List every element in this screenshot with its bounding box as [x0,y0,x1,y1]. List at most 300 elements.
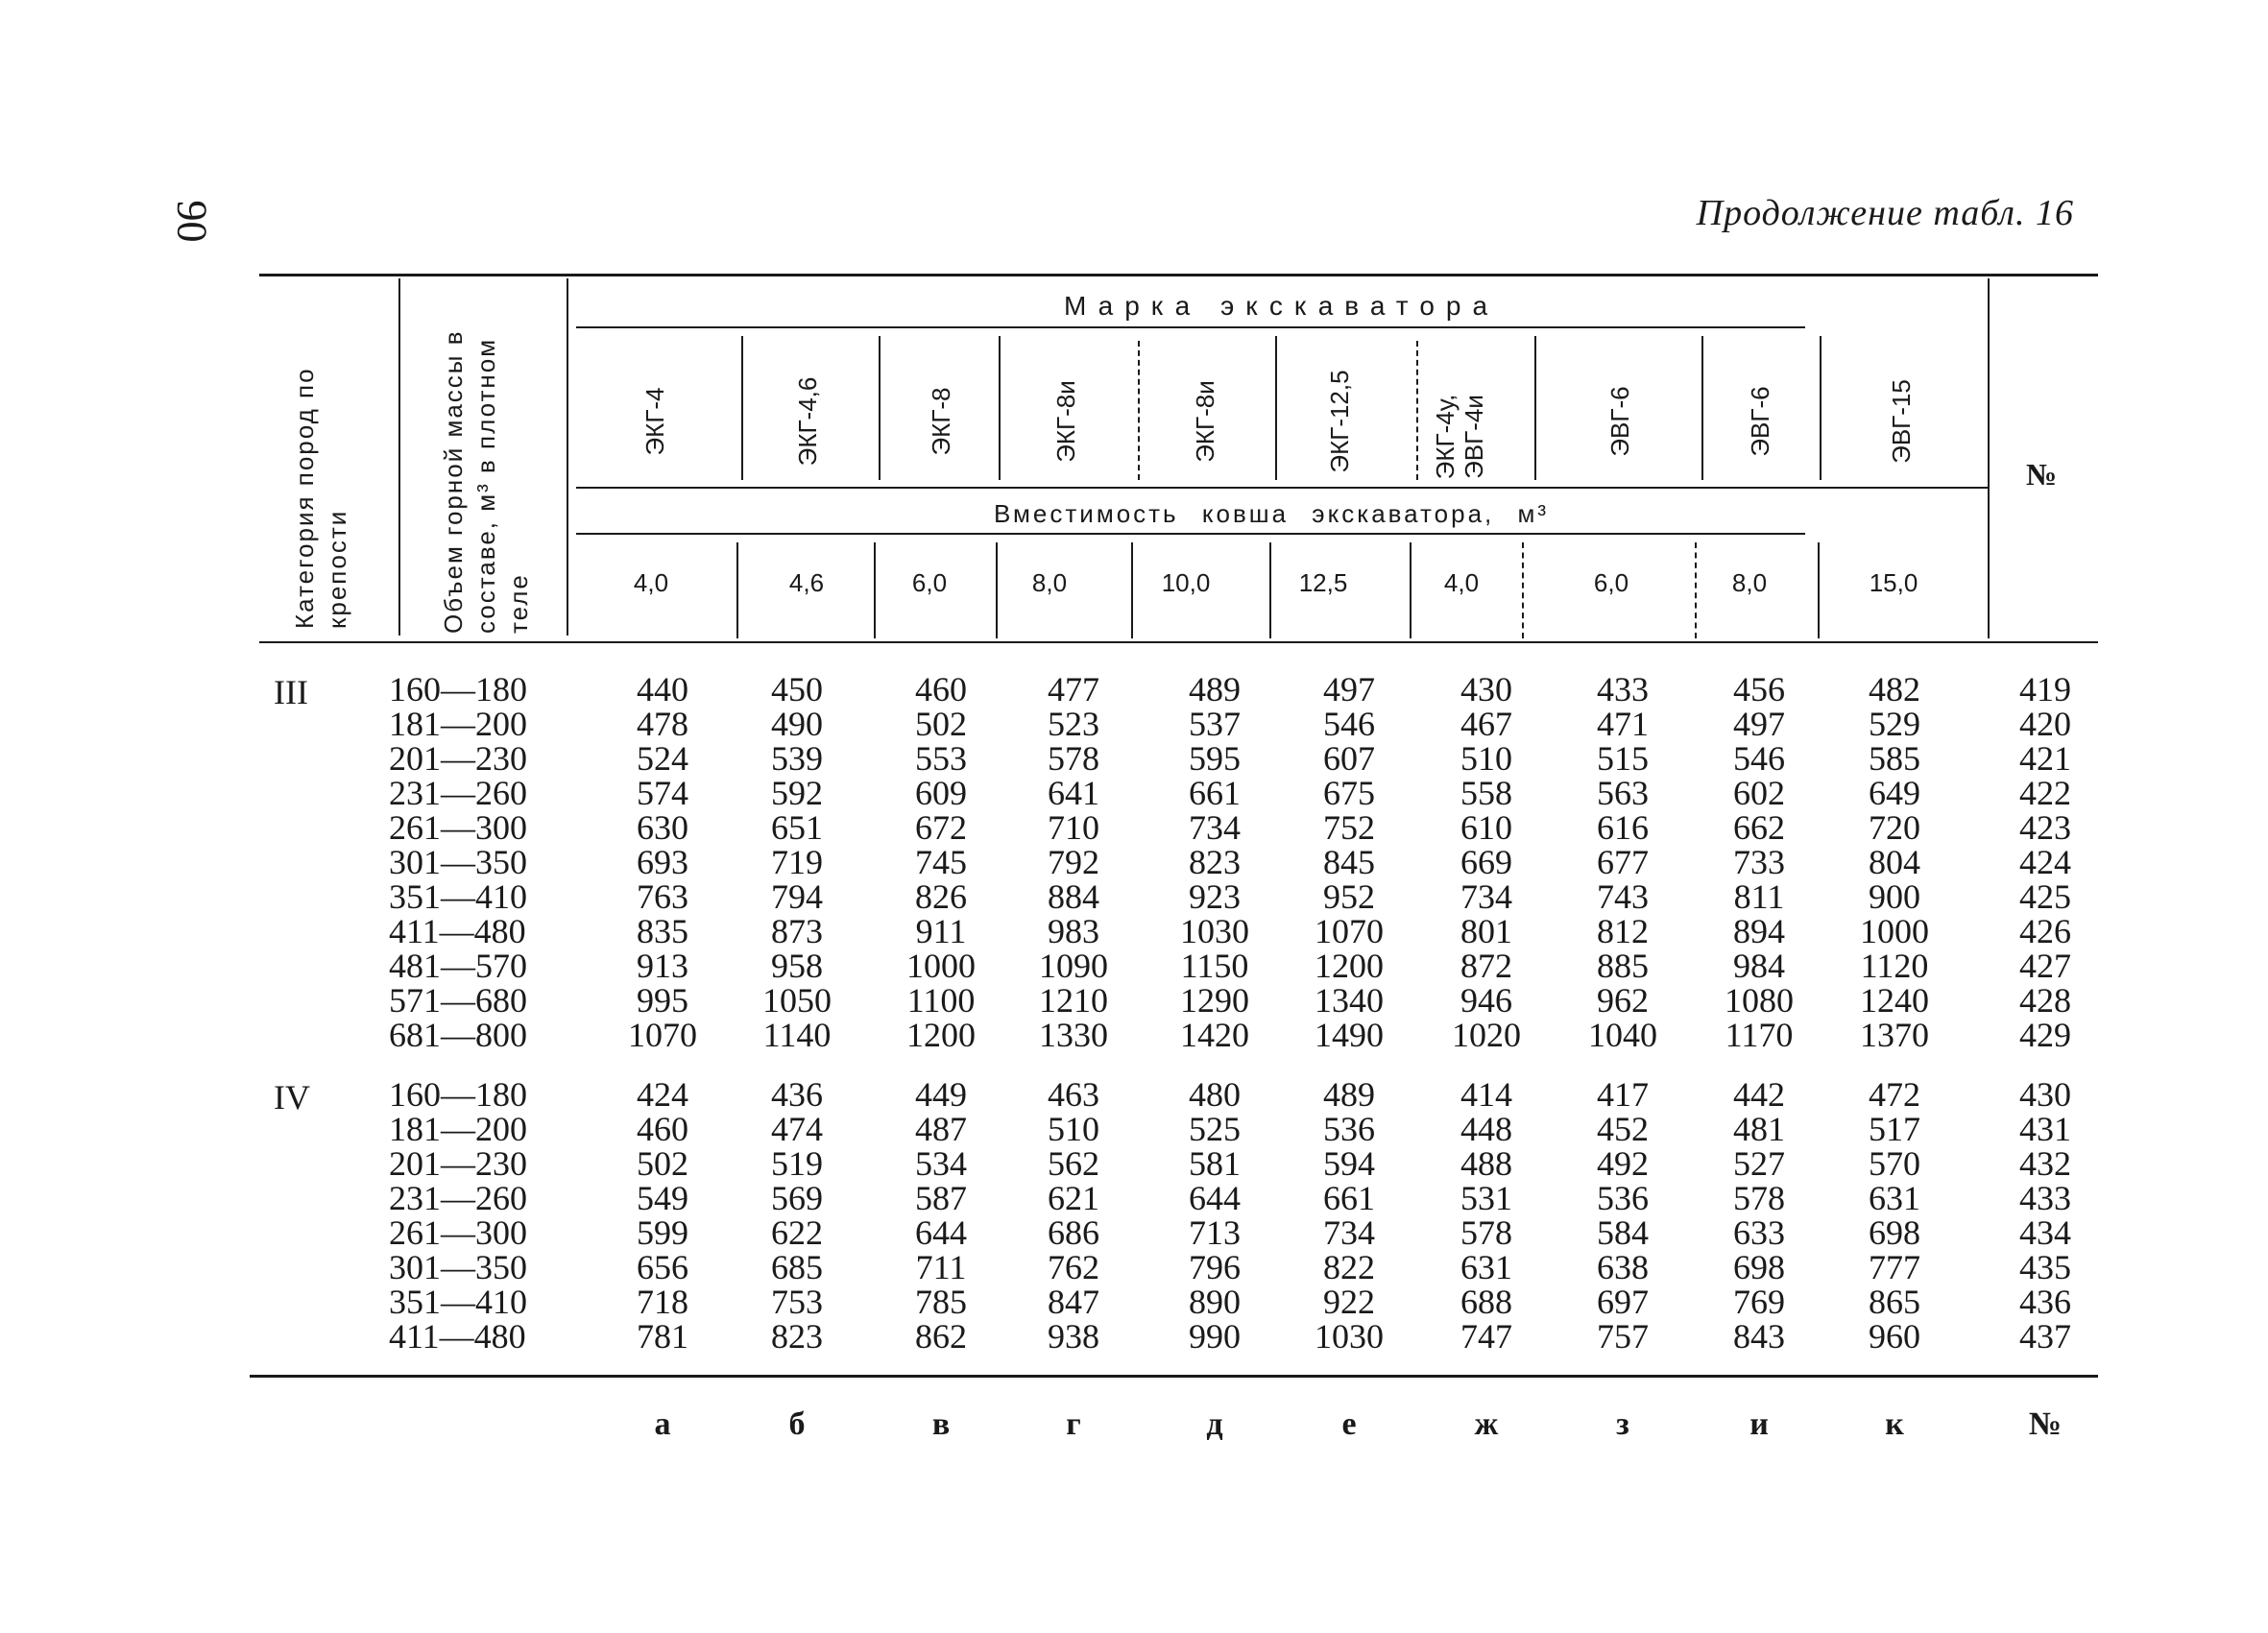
row-number: 430 [2019,1075,2071,1114]
table-cell: 698 [1869,1213,1920,1252]
row-number: 420 [2019,705,2071,743]
table-cell: 794 [771,877,823,916]
brand-label: ЭКГ-4 [640,387,669,456]
brand-label: ЭКГ-8и [1191,380,1219,463]
value-column [605,672,720,1052]
category-label: IV [274,1078,310,1117]
brand-divider [1820,336,1822,480]
brand-title: Марка экскаватора [1064,291,1500,321]
table-cell: 661 [1323,1179,1375,1217]
table-cell: 489 [1189,670,1241,708]
table-cell: 488 [1460,1144,1512,1183]
brand-divider [1138,341,1140,480]
table-cell: 781 [637,1317,688,1356]
volume-range: 201—230 [389,1144,527,1183]
table-cell: 440 [637,670,688,708]
column-letter: и [1749,1406,1769,1442]
value-column [1291,1077,1407,1354]
value-column [1429,672,1544,1052]
table-cell: 1170 [1725,1016,1794,1054]
column-letter: в [931,1406,951,1442]
table-cell: 894 [1733,912,1785,950]
brand-divider [999,336,1001,480]
table-cell: 872 [1460,947,1512,985]
table-cell: 1200 [906,1016,976,1054]
table-cell: 801 [1460,912,1512,950]
table-cell: 536 [1323,1110,1375,1148]
table-cell: 946 [1460,981,1512,1020]
row-number: 432 [2019,1144,2071,1183]
page-number: 90 [168,200,216,243]
value-column [1291,672,1407,1052]
category-label: III [274,673,308,711]
table-cell: 873 [771,912,823,950]
number-header: № [2026,457,2058,492]
volume-range: 681—800 [389,1016,527,1054]
table-cell: 826 [915,877,967,916]
table-cell: 433 [1597,670,1649,708]
volume-range: 571—680 [389,981,527,1020]
volume-range: 301—350 [389,843,527,881]
row-number: 425 [2019,877,2071,916]
row-number: 435 [2019,1248,2071,1286]
table-cell: 527 [1733,1144,1785,1183]
table-cell: 592 [771,774,823,812]
table-cell: 638 [1597,1248,1649,1286]
table-cell: 734 [1189,808,1241,847]
volume-range: 481—570 [389,947,527,985]
table-cell: 822 [1323,1248,1375,1286]
table-cell: 958 [771,947,823,985]
column-letter: д [1206,1406,1223,1442]
table-cell: 697 [1597,1283,1649,1321]
table-cell: 675 [1323,774,1375,812]
column-letter: № [2028,1406,2063,1442]
brand-divider [1701,336,1703,480]
table-cell: 823 [771,1317,823,1356]
table-cell: 489 [1323,1075,1375,1114]
table-cell: 574 [637,774,688,812]
table-cell: 490 [771,705,823,743]
table-cell: 747 [1460,1317,1512,1356]
table-cell: 537 [1189,705,1241,743]
table-cell: 610 [1460,808,1512,847]
number-column [1988,672,2103,1052]
table-cell: 492 [1597,1144,1649,1183]
capacity-value: 8,0 [1031,568,1068,597]
column-letter: а [654,1406,671,1442]
volume-range: 181—200 [389,1110,527,1148]
table-cell: 482 [1869,670,1920,708]
table-cell: 1420 [1180,1016,1249,1054]
table-cell: 913 [637,947,688,985]
header-bottom-rule [259,641,2098,643]
table-cell: 616 [1597,808,1649,847]
brand-label: ЭКГ-4,6 [793,376,822,467]
table-cell: 452 [1597,1110,1649,1148]
value-column [883,672,999,1052]
brand-label: ЭКГ-8и [1051,380,1080,463]
table-cell: 656 [637,1248,688,1286]
table-cell: 519 [771,1144,823,1183]
table-cell: 672 [915,808,967,847]
table-cell: 1240 [1860,981,1929,1020]
table-cell: 1000 [1860,912,1929,950]
table-cell: 587 [915,1179,967,1217]
row-number: 424 [2019,843,2071,881]
capacity-value: 8,0 [1731,568,1768,597]
number-column [1988,1077,2103,1354]
table-cell: 578 [1733,1179,1785,1217]
value-column [1016,672,1131,1052]
value-column [1157,1077,1272,1354]
column-letter: г [1066,1406,1081,1442]
table-cell: 1040 [1588,1016,1657,1054]
table-cell: 633 [1733,1213,1785,1252]
capacity-divider [1522,542,1524,638]
table-cell: 847 [1048,1283,1099,1321]
category-divider [398,278,400,636]
column-letter: е [1341,1406,1357,1442]
table-cell: 621 [1048,1179,1099,1217]
table-cell: 812 [1597,912,1649,950]
table-cell: 785 [915,1283,967,1321]
table-cell: 510 [1460,739,1512,778]
value-column [739,1077,855,1354]
table-cell: 1030 [1315,1317,1384,1356]
capacity-value: 6,0 [911,568,948,597]
brand-label: ЭВГ-6 [1746,386,1774,457]
capacity-lower-rule [576,533,1805,535]
value-column [1837,672,1952,1052]
table-cell: 1030 [1180,912,1249,950]
table-cell: 525 [1189,1110,1241,1148]
table-cell: 890 [1189,1283,1241,1321]
table-cell: 777 [1869,1248,1920,1286]
table-cell: 546 [1733,739,1785,778]
table-cell: 594 [1323,1144,1375,1183]
table-cell: 449 [915,1075,967,1114]
brand-label: ЭКГ-8 [927,387,955,456]
table-cell: 753 [771,1283,823,1321]
value-column [1701,672,1817,1052]
table-cell: 698 [1733,1248,1785,1286]
volume-range: 411—480 [389,912,526,950]
table-cell: 1080 [1725,981,1794,1020]
row-number: 426 [2019,912,2071,950]
table-cell: 713 [1189,1213,1241,1252]
brand-divider [741,336,743,480]
table-cell: 536 [1597,1179,1649,1217]
number-divider [1988,278,1990,638]
table-cell: 463 [1048,1075,1099,1114]
table-cell: 472 [1869,1075,1920,1114]
table-cell: 922 [1323,1283,1375,1321]
table-cell: 762 [1048,1248,1099,1286]
column-letter: з [1616,1406,1629,1442]
table-cell: 1100 [906,981,976,1020]
table-cell: 743 [1597,877,1649,916]
column-letter: ж [1474,1406,1499,1442]
table-cell: 796 [1189,1248,1241,1286]
table-cell: 553 [915,739,967,778]
volume-divider [567,278,568,636]
table-cell: 763 [637,877,688,916]
table-cell: 952 [1323,877,1375,916]
table-cell: 911 [915,912,967,950]
table-cell: 414 [1460,1075,1512,1114]
value-column [883,1077,999,1354]
capacity-value: 6,0 [1593,568,1629,597]
value-column [1565,672,1680,1052]
table-cell: 1090 [1039,947,1108,985]
table-cell: 563 [1597,774,1649,812]
volume-range-column [389,672,543,1052]
capacity-divider [736,542,738,638]
table-cell: 719 [771,843,823,881]
table-cell: 1140 [762,1016,832,1054]
table-cell: 769 [1733,1283,1785,1321]
table-cell: 474 [771,1110,823,1148]
value-column [1701,1077,1817,1354]
table-cell: 630 [637,808,688,847]
table-cell: 718 [637,1283,688,1321]
table-cell: 644 [1189,1179,1241,1217]
capacity-value: 15,0 [1869,568,1918,597]
table-cell: 862 [915,1317,967,1356]
table-cell: 558 [1460,774,1512,812]
header-volume: Объем горной массы в составе, м³ в плотном теле [439,329,533,634]
table-cell: 510 [1048,1110,1099,1148]
table-cell: 460 [637,1110,688,1148]
table-cell: 710 [1048,808,1099,847]
volume-range: 261—300 [389,1213,527,1252]
table-cell: 641 [1048,774,1099,812]
table-cell: 662 [1733,808,1785,847]
table-cell: 686 [1048,1213,1099,1252]
table-cell: 497 [1323,670,1375,708]
table-cell: 1070 [628,1016,697,1054]
row-number: 434 [2019,1213,2071,1252]
volume-range: 201—230 [389,739,527,778]
table-cell: 569 [771,1179,823,1217]
row-number: 433 [2019,1179,2071,1217]
table-cell: 549 [637,1179,688,1217]
table-cell: 607 [1323,739,1375,778]
row-number: 422 [2019,774,2071,812]
capacity-value: 12,5 [1298,568,1348,597]
value-column [1837,1077,1952,1354]
table-cell: 581 [1189,1144,1241,1183]
table-cell: 460 [915,670,967,708]
table-cell: 1290 [1180,981,1249,1020]
table-cell: 823 [1189,843,1241,881]
brand-divider [879,336,881,480]
table-cell: 497 [1733,705,1785,743]
table-cell: 481 [1733,1110,1785,1148]
table-cell: 570 [1869,1144,1920,1183]
brand-divider [1275,336,1277,480]
table-cell: 983 [1048,912,1099,950]
table-cell: 534 [915,1144,967,1183]
table-cell: 644 [915,1213,967,1252]
brand-label: ЭКГ-4у, ЭВГ-4и [1431,394,1488,480]
row-number: 429 [2019,1016,2071,1054]
table-cell: 734 [1460,877,1512,916]
table-cell: 885 [1597,947,1649,985]
table-cell: 539 [771,739,823,778]
volume-range: 411—480 [389,1317,526,1356]
row-number: 421 [2019,739,2071,778]
table-cell: 884 [1048,877,1099,916]
value-column [1157,672,1272,1052]
table-cell: 1210 [1039,981,1108,1020]
table-cell: 609 [915,774,967,812]
row-number: 423 [2019,808,2071,847]
table-cell: 515 [1597,739,1649,778]
table-cell: 733 [1733,843,1785,881]
table-cell: 529 [1869,705,1920,743]
table-cell: 651 [771,808,823,847]
continuation-title: Продолжение табл. 16 [1696,193,2074,233]
table-cell: 502 [915,705,967,743]
table-cell: 649 [1869,774,1920,812]
value-column [1565,1077,1680,1354]
table-cell: 757 [1597,1317,1649,1356]
volume-range: 231—260 [389,774,527,812]
table-cell: 578 [1460,1213,1512,1252]
volume-range: 181—200 [389,705,527,743]
capacity-value: 4,0 [633,568,669,597]
table-cell: 599 [637,1213,688,1252]
table-cell: 984 [1733,947,1785,985]
table-cell: 865 [1869,1283,1920,1321]
volume-range: 160—180 [389,670,527,708]
table-cell: 811 [1733,877,1785,916]
table-top-rule [259,274,2098,276]
brand-label: ЭВГ-15 [1887,379,1916,464]
table-cell: 487 [915,1110,967,1148]
table-cell: 622 [771,1213,823,1252]
header-category: Категория пород по крепости [290,367,351,629]
table-cell: 1200 [1315,947,1384,985]
brand-label: ЭВГ-6 [1605,386,1634,457]
value-column [605,1077,720,1354]
table-cell: 546 [1323,705,1375,743]
row-number: 428 [2019,981,2071,1020]
column-letter: к [1885,1406,1904,1442]
table-cell: 1000 [906,947,976,985]
table-cell: 938 [1048,1317,1099,1356]
table-cell: 1020 [1452,1016,1521,1054]
table-cell: 661 [1189,774,1241,812]
table-cell: 745 [915,843,967,881]
table-cell: 711 [915,1248,967,1286]
value-column [739,672,855,1052]
table-cell: 467 [1460,705,1512,743]
brand-title-rule [576,326,1805,328]
table-cell: 502 [637,1144,688,1183]
table-cell: 424 [637,1075,688,1114]
table-cell: 843 [1733,1317,1785,1356]
table-cell: 720 [1869,808,1920,847]
table-cell: 669 [1460,843,1512,881]
table-cell: 1070 [1315,912,1384,950]
volume-range: 231—260 [389,1179,527,1217]
volume-range: 261—300 [389,808,527,847]
value-column [1429,1077,1544,1354]
table-cell: 685 [771,1248,823,1286]
column-letter: б [788,1406,806,1442]
table-cell: 960 [1869,1317,1920,1356]
table-cell: 962 [1597,981,1649,1020]
table-cell: 595 [1189,739,1241,778]
table-cell: 456 [1733,670,1785,708]
capacity-value: 4,6 [788,568,825,597]
table-cell: 477 [1048,670,1099,708]
brand-label: ЭКГ-12,5 [1325,370,1354,473]
table-cell: 923 [1189,877,1241,916]
table-cell: 584 [1597,1213,1649,1252]
table-cell: 693 [637,843,688,881]
row-number: 419 [2019,670,2071,708]
table-cell: 442 [1733,1075,1785,1114]
table-cell: 631 [1460,1248,1512,1286]
table-cell: 1150 [1180,947,1249,985]
capacity-value: 4,0 [1443,568,1480,597]
table-cell: 531 [1460,1179,1512,1217]
volume-range: 351—410 [389,1283,527,1321]
table-cell: 804 [1869,843,1920,881]
table-cell: 585 [1869,739,1920,778]
table-cell: 578 [1048,739,1099,778]
row-number: 436 [2019,1283,2071,1321]
volume-range: 301—350 [389,1248,527,1286]
capacity-divider [1818,542,1820,638]
table-cell: 436 [771,1075,823,1114]
table-cell: 1490 [1315,1016,1384,1054]
table-cell: 517 [1869,1110,1920,1148]
capacity-title: Вместимость ковша экскаватора, м³ [994,499,1550,528]
volume-range: 351—410 [389,877,527,916]
volume-range-column [389,1077,543,1354]
table-cell: 900 [1869,877,1920,916]
table-cell: 1330 [1039,1016,1108,1054]
table-bottom-rule [250,1375,2098,1378]
table-cell: 478 [637,705,688,743]
value-column [1016,1077,1131,1354]
table-cell: 450 [771,670,823,708]
table-cell: 752 [1323,808,1375,847]
table-cell: 448 [1460,1110,1512,1148]
table-cell: 524 [637,739,688,778]
brand-divider [1416,341,1418,480]
table-cell: 523 [1048,705,1099,743]
table-cell: 417 [1597,1075,1649,1114]
table-cell: 677 [1597,843,1649,881]
table-cell: 1340 [1315,981,1384,1020]
table-cell: 480 [1189,1075,1241,1114]
capacity-value: 10,0 [1161,568,1211,597]
brand-divider [1534,336,1536,480]
table-cell: 845 [1323,843,1375,881]
table-cell: 471 [1597,705,1649,743]
row-number: 431 [2019,1110,2071,1148]
table-cell: 1120 [1860,947,1929,985]
volume-range: 160—180 [389,1075,527,1114]
table-cell: 631 [1869,1179,1920,1217]
table-cell: 835 [637,912,688,950]
